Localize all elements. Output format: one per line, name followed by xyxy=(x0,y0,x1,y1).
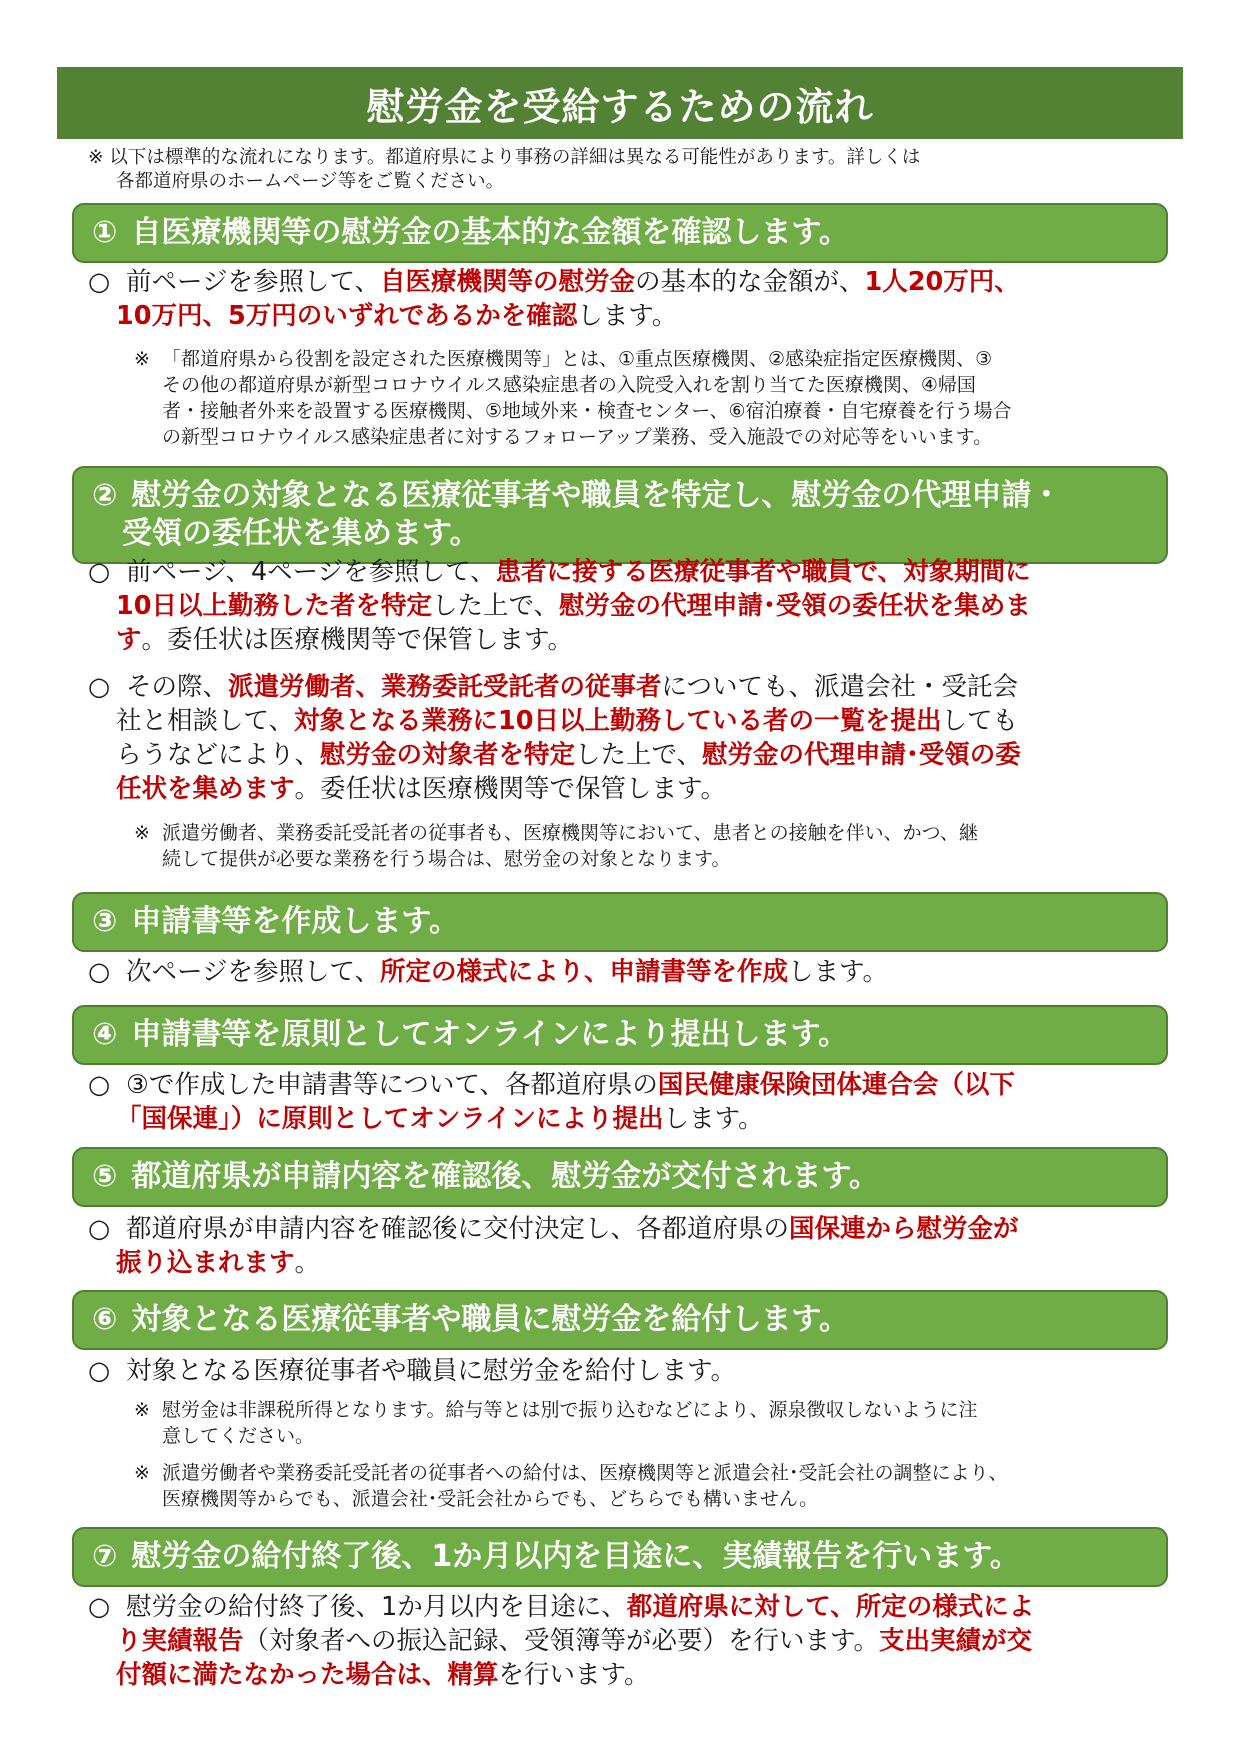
text: を行います。 xyxy=(498,1660,650,1690)
text: についても、派遣会社・受託会 xyxy=(661,672,1019,702)
bullet-mark: ○ xyxy=(88,1214,111,1244)
text: ③で作成した申請書等について、各都道府県の xyxy=(126,1070,658,1100)
section-5-header xyxy=(72,1147,1168,1207)
note-line: 派遣労働者や業務委託受託者の従事者への給付は、医療機関等と派遣会社･受託会社の調整により、 xyxy=(162,1462,1008,1484)
note-line: 医療機関等からでも、派遣会社･受託会社からでも、どちらでも構いません。 xyxy=(162,1488,819,1510)
emphasis-text: 支出実績が交 xyxy=(878,1626,1032,1656)
section-6-header xyxy=(72,1290,1168,1350)
note-mark: ※ xyxy=(134,822,150,844)
section-2-paragraph-1 xyxy=(88,555,1178,657)
step-number: ⑦ xyxy=(92,1539,118,1574)
note-line: その他の都道府県が新型コロナウイルス感染症患者の入院受入れを割り当てた医療機関、④帰国 xyxy=(162,374,976,396)
emphasis-text: す xyxy=(116,625,142,655)
emphasis-text: 都道府県に対して、所定の様式によ xyxy=(626,1592,1035,1622)
text: した上で、 xyxy=(432,591,559,621)
emphasis-text: 振り込まれます xyxy=(116,1248,295,1278)
emphasis-text: 所定の様式により、申請書等を作成 xyxy=(379,957,788,987)
section-2-note xyxy=(134,820,1174,872)
emphasis-text: 10日以上勤務した者を特定 xyxy=(116,591,432,621)
section-2-header xyxy=(72,466,1168,564)
note-line: 意してください。 xyxy=(162,1425,315,1447)
section-5-paragraph xyxy=(88,1212,1178,1280)
section-6-note-1 xyxy=(134,1397,1174,1449)
section-3-paragraph xyxy=(88,955,1178,989)
section-1-paragraph xyxy=(88,265,1178,333)
step-number: ⑥ xyxy=(92,1302,118,1337)
emphasis-text: 患者に接する医療従事者や職員で、対象期間に xyxy=(495,557,1031,587)
emphasis-text: り実績報告 xyxy=(116,1626,244,1656)
note-line: 慰労金は非課税所得となります。給与等とは別で振り込むなどにより、源泉徴収しないように注 xyxy=(162,1399,978,1421)
step-number: ③ xyxy=(92,904,118,939)
text: します。 xyxy=(577,301,678,331)
note-mark: ※ xyxy=(134,1399,150,1421)
step-number: ⑤ xyxy=(92,1159,118,1194)
page-title: 慰労金を受給するための流れ xyxy=(57,67,1183,139)
bullet-mark: ○ xyxy=(88,957,111,987)
note-line: 派遣労働者、業務委託受託者の従事者も、医療機関等において、患者との接触を伴い、かつ、継 xyxy=(162,822,978,844)
section-title: 申請書等を作成します。 xyxy=(131,904,460,939)
section-title: 受領の委任状を集めます。 xyxy=(122,516,480,551)
step-number: ① xyxy=(92,215,118,250)
note-line: の新型コロナウイルス感染症患者に対するフォローアップ業務、受入施設での対応等をいいます。 xyxy=(162,426,993,448)
intro-note xyxy=(88,146,1178,194)
note-mark: ※ xyxy=(134,348,150,370)
emphasis-text: 慰労金の対象者を特定 xyxy=(320,740,576,770)
section-7-header xyxy=(72,1527,1168,1587)
emphasis-text: 付額に満たなかった場合は、精算 xyxy=(116,1660,499,1690)
section-6-note-2 xyxy=(134,1460,1174,1512)
text: 都道府県が申請内容を確認後に交付決定し、各都道府県の xyxy=(126,1214,790,1244)
text: 対象となる医療従事者や職員に慰労金を給付します。 xyxy=(126,1356,736,1386)
text: の基本的な金額が、 xyxy=(635,267,865,297)
intro-line: 各都道府県のホームページ等をご覧ください。 xyxy=(116,171,505,192)
text: 。委任状は医療機関等で保管します。 xyxy=(294,774,726,804)
emphasis-text: 国民健康保険団体連合会（以下 xyxy=(657,1070,1015,1100)
text: 前ページ、4ページを参照して、 xyxy=(126,557,496,587)
text: します。 xyxy=(663,1104,764,1134)
emphasis-text: 対象となる業務に10日以上勤務している者の一覧を提出 xyxy=(294,706,942,736)
text: した上で、 xyxy=(575,740,703,770)
text: 慰労金の給付終了後、1か月以内を目途に、 xyxy=(126,1592,627,1622)
text: 。委任状は医療機関等で保管します。 xyxy=(141,625,573,655)
emphasis-text: 1人20万円、 xyxy=(864,267,1020,297)
section-7-paragraph xyxy=(88,1590,1178,1692)
section-title: 都道府県が申請内容を確認後、慰労金が交付されます。 xyxy=(131,1159,880,1194)
note-line: 者・接触者外来を設置する医療機関、⑤地域外来・検査センター、⑥宿泊療養・自宅療養を行う場合 xyxy=(162,400,1012,422)
intro-line: ※ 以下は標準的な流れになります。都道府県により事務の詳細は異なる可能性があります。詳しくは xyxy=(88,147,921,168)
bullet-mark: ○ xyxy=(88,1592,111,1622)
bullet-mark: ○ xyxy=(88,557,111,587)
text: 前ページを参照して、 xyxy=(126,267,380,297)
note-mark: ※ xyxy=(134,1462,150,1484)
emphasis-text: 任状を集めます xyxy=(116,774,295,804)
emphasis-text: 自医療機関等の慰労金 xyxy=(379,267,635,297)
emphasis-text: 10万円、5万円のいずれであるかを確認 xyxy=(116,301,578,331)
bullet-mark: ○ xyxy=(88,672,111,702)
text: らうなどにより、 xyxy=(116,740,321,770)
section-title: 慰労金の給付終了後、1か月以内を目途に、実績報告を行います。 xyxy=(131,1539,1020,1574)
section-4-header xyxy=(72,1005,1168,1065)
section-6-paragraph xyxy=(88,1354,1178,1388)
section-title: 自医療機関等の慰労金の基本的な金額を確認します。 xyxy=(131,215,850,250)
bullet-mark: ○ xyxy=(88,1070,111,1100)
text: します。 xyxy=(788,957,888,987)
note-line: 「都道府県から役割を設定された医療機関等」とは、①重点医療機関、②感染症指定医療機関、③ xyxy=(162,348,993,370)
text: しても xyxy=(941,706,1019,736)
text: その際、 xyxy=(126,672,229,702)
text: 次ページを参照して、 xyxy=(126,957,380,987)
emphasis-text: 派遣労働者、業務委託受託者の従事者 xyxy=(228,672,662,702)
section-title: 対象となる医療従事者や職員に慰労金を給付します。 xyxy=(131,1302,850,1337)
section-1-note xyxy=(134,346,1174,450)
emphasis-text: 国保連から慰労金が xyxy=(789,1214,1019,1244)
text: （対象者への振込記録、受領簿等が必要）を行います。 xyxy=(243,1626,879,1656)
text: 社と相談して、 xyxy=(116,706,294,736)
section-3-header xyxy=(72,892,1168,952)
section-title: 慰労金の対象となる医療従事者や職員を特定し、慰労金の代理申請・ xyxy=(131,478,1062,513)
step-number: ④ xyxy=(92,1017,118,1052)
section-2-paragraph-2 xyxy=(88,670,1178,806)
section-4-paragraph xyxy=(88,1068,1178,1136)
step-number: ② xyxy=(92,478,118,513)
note-line: 続して提供が必要な業務を行う場合は、慰労金の対象となります。 xyxy=(162,848,731,870)
section-title: 申請書等を原則としてオンラインにより提出します。 xyxy=(131,1017,849,1052)
emphasis-text: 慰労金の代理申請･受領の委任状を集めま xyxy=(559,591,1031,621)
emphasis-text: 慰労金の代理申請･受領の委 xyxy=(702,740,1021,770)
bullet-mark: ○ xyxy=(88,267,111,297)
bullet-mark: ○ xyxy=(88,1356,111,1386)
section-1-header xyxy=(72,203,1168,263)
text: 。 xyxy=(294,1248,321,1278)
emphasis-text: 「国保連」）に原則としてオンラインにより提出 xyxy=(116,1104,664,1134)
